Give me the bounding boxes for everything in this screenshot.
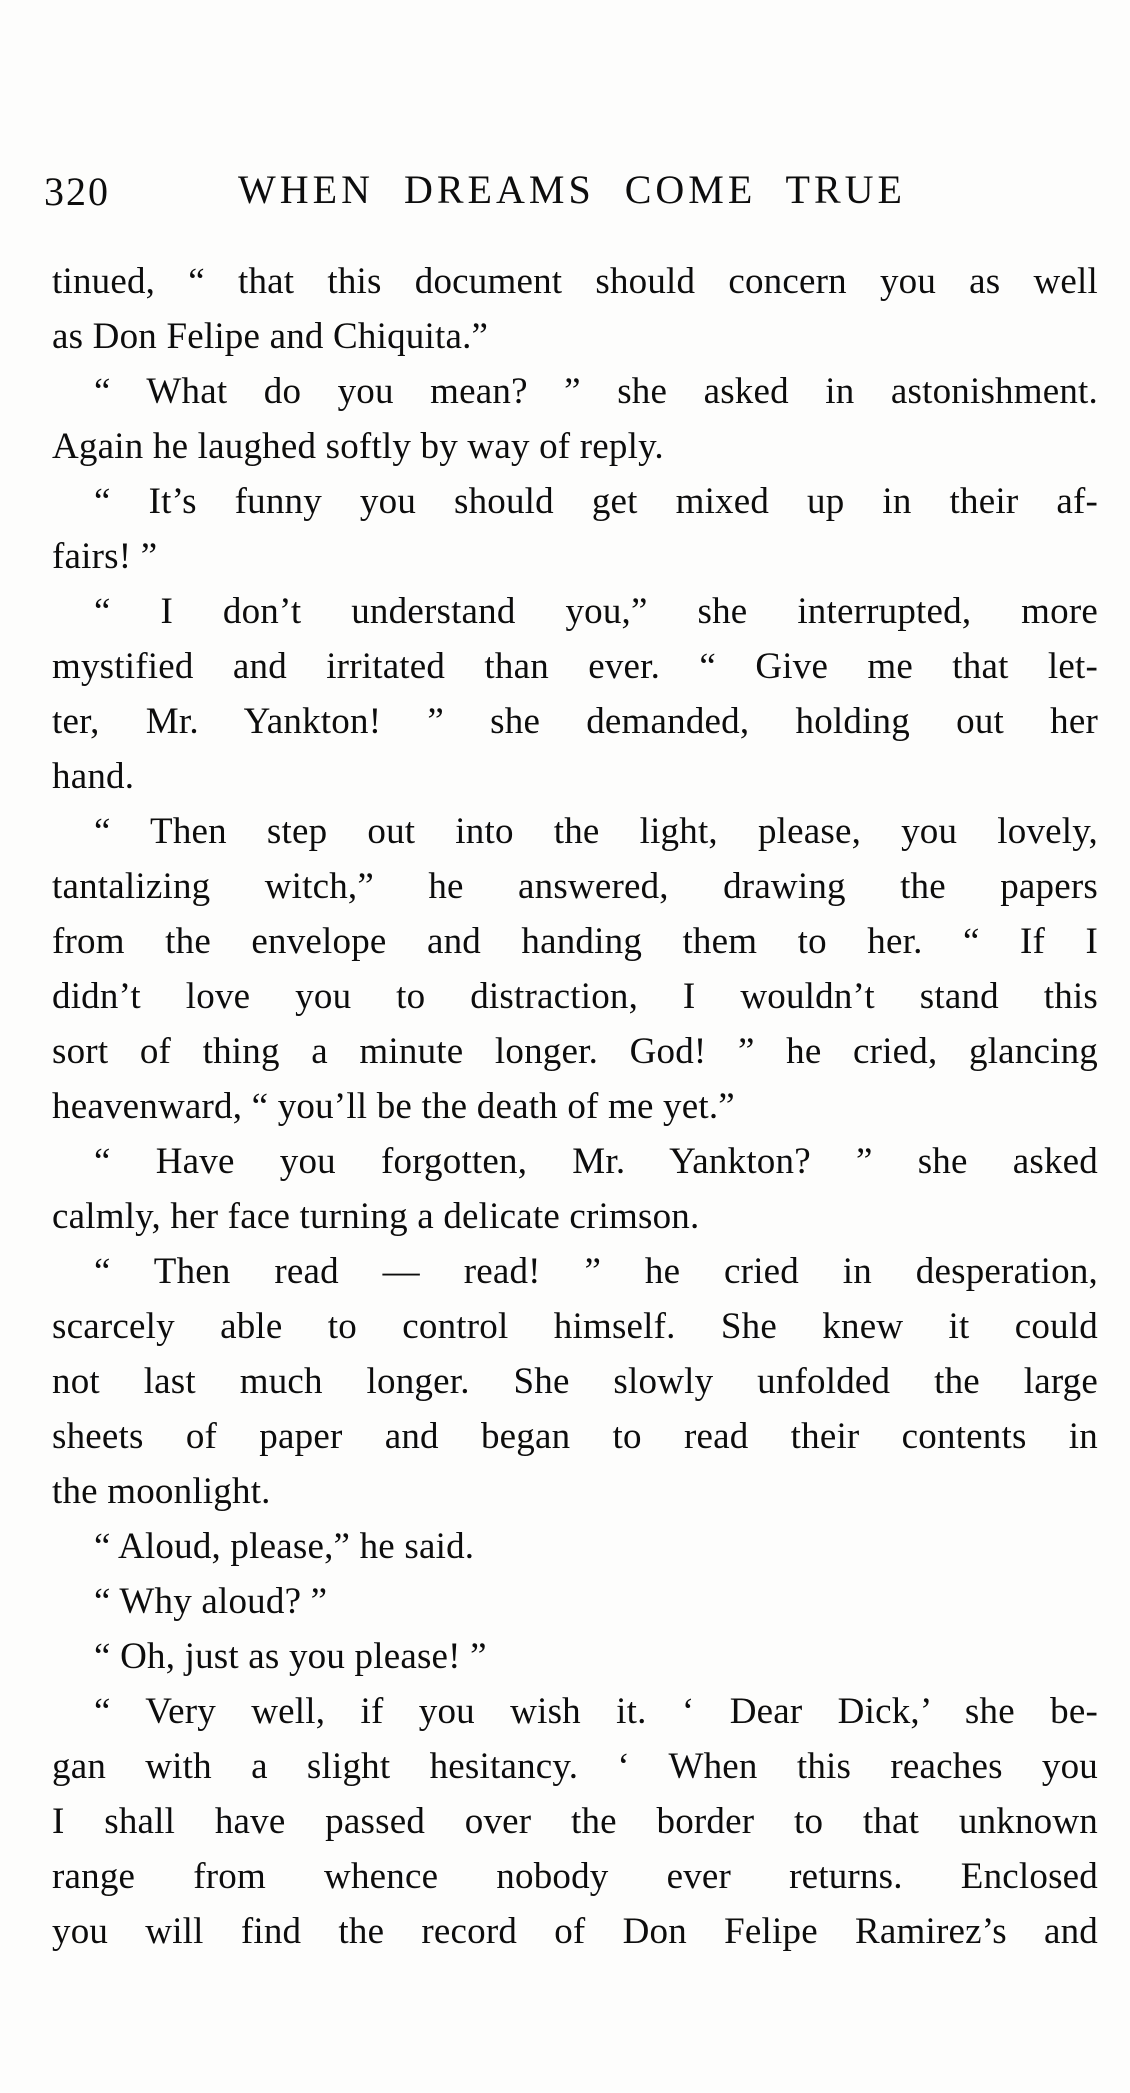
text-line: mystified and irritated than ever. “ Give me that let- [52,646,1098,687]
text-line: calmly, her face turning a delicate crimson. [52,1196,700,1237]
text-line: gan with a slight hesitancy. ‘ When this reaches you [52,1746,1098,1787]
text-line: “ Oh, just as you please! ” [94,1636,487,1677]
text-line: didn’t love you to distraction, I wouldn’t stand this [52,976,1098,1017]
body-text [52,254,1098,1959]
text-line: “ Aloud, please,” he said. [94,1526,475,1567]
text-line: as Don Felipe and Chiquita.” [52,316,489,357]
text-line: I shall have passed over the border to that unknown [52,1801,1098,1842]
text-line: you will find the record of Don Felipe Ramirez’s and [52,1911,1098,1952]
text-line: ter, Mr. Yankton! ” she demanded, holding out her [52,701,1098,742]
text-line: range from whence nobody ever returns. Enclosed [52,1856,1098,1897]
page-header [44,166,1100,212]
paragraph [52,804,1098,1134]
running-title: WHEN DREAMS COME TRUE [238,167,906,212]
paragraph [52,1244,1098,1519]
text-line: heavenward, “ you’ll be the death of me yet.” [52,1086,735,1127]
text-line: “ Why aloud? ” [94,1581,328,1622]
text-line: “ What do you mean? ” she asked in astonishment. [94,371,1098,412]
text-line: sheets of paper and began to read their contents in [52,1416,1098,1457]
text-line: “ It’s funny you should get mixed up in their af- [94,481,1098,522]
paragraph [52,1134,1098,1244]
text-line: “ Have you forgotten, Mr. Yankton? ” she asked [94,1141,1098,1182]
text-line: not last much longer. She slowly unfolded the large [52,1361,1098,1402]
text-line: tantalizing witch,” he answered, drawing the papers [52,866,1098,907]
text-line: Again he laughed softly by way of reply. [52,426,664,467]
paragraph [52,1519,1098,1574]
paragraph [52,1574,1098,1629]
text-line: “ Very well, if you wish it. ‘ Dear Dick,’ she be- [94,1691,1098,1732]
text-line: hand. [52,756,135,797]
page-number: 320 [44,169,110,214]
text-line: scarcely able to control himself. She knew it could [52,1306,1098,1347]
text-line: “ Then step out into the light, please, you lovely, [94,811,1098,852]
text-line: sort of thing a minute longer. God! ” he cried, glancing [52,1031,1098,1072]
text-line: “ I don’t understand you,” she interrupted, more [94,591,1098,632]
paragraph [52,364,1098,474]
paragraph [52,254,1098,364]
text-line: tinued, “ that this document should concern you as well [52,261,1098,302]
text-line: the moonlight. [52,1471,271,1512]
text-line: from the envelope and handing them to her. “ If I [52,921,1098,962]
paragraph [52,584,1098,804]
paragraph [52,1684,1098,1959]
text-line: “ Then read — read! ” he cried in desperation, [94,1251,1098,1292]
paragraph [52,474,1098,584]
paragraph [52,1629,1098,1684]
text-line: fairs! ” [52,536,158,577]
